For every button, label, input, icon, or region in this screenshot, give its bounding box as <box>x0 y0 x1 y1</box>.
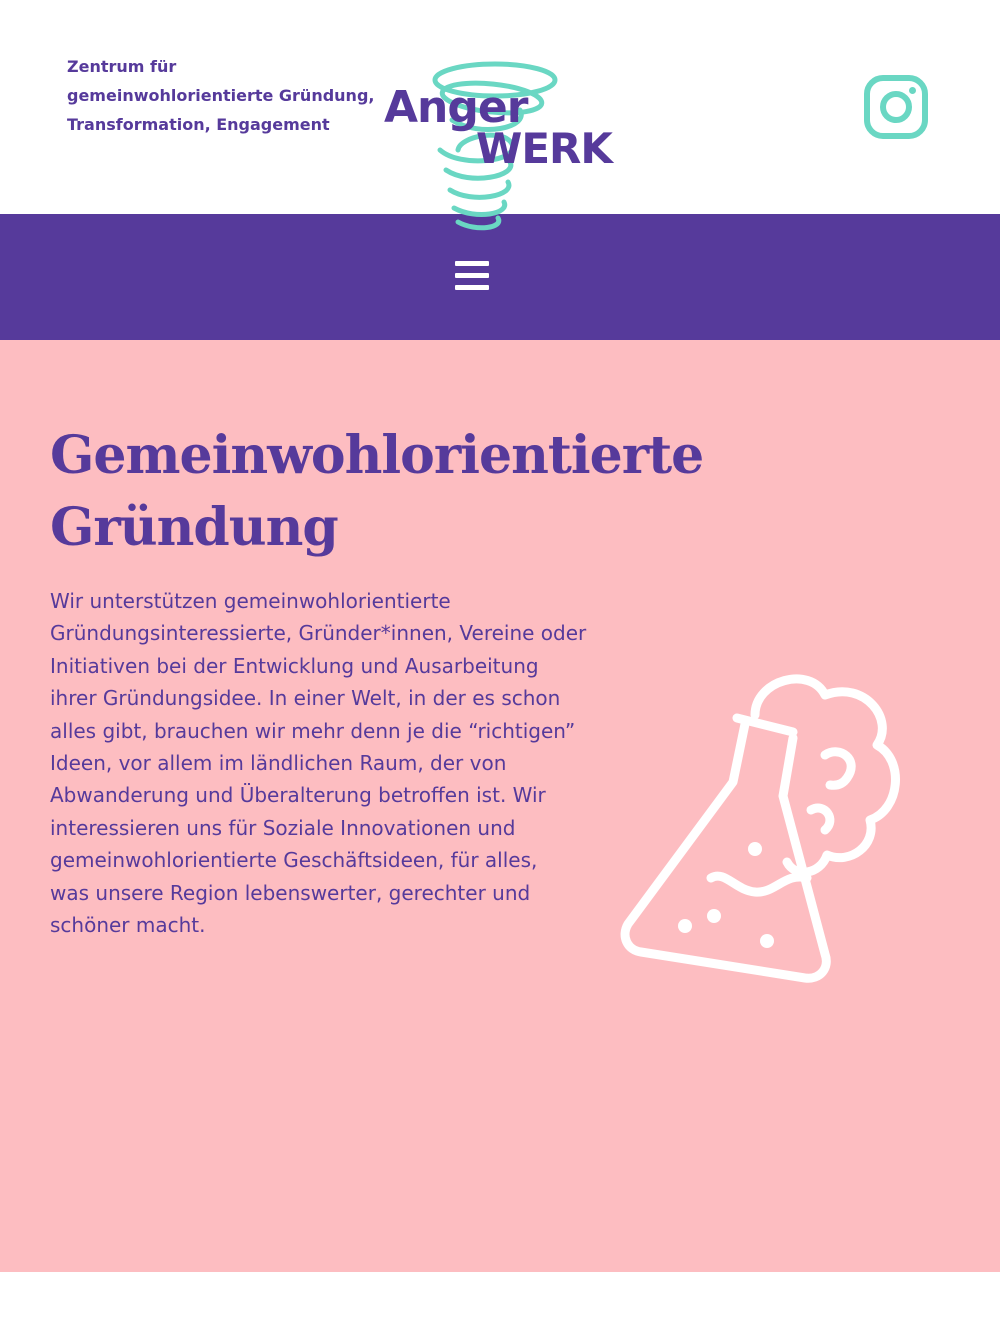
intro-section <box>0 340 1000 1272</box>
footer-strip <box>0 1272 1000 1333</box>
paragraph-line: Abwanderung und Überalterung betroffen ist. Wir <box>50 783 546 808</box>
tagline-line: gemeinwohlorientierte Gründung, <box>67 86 375 105</box>
instagram-icon[interactable] <box>864 75 928 139</box>
paragraph-line: Ideen, vor allem im ländlichen Raum, der von <box>50 751 507 776</box>
anger-werk-logo[interactable] <box>380 58 630 238</box>
page-title-line: Gründung <box>50 497 338 558</box>
logo-word-anger: Anger <box>384 82 528 133</box>
paragraph-line: Wir unterstützen gemeinwohlorientierte <box>50 589 451 613</box>
site-header <box>0 0 1000 214</box>
paragraph-line: gemeinwohlorientierte Geschäftsideen, für alles, <box>50 848 538 873</box>
intro-paragraph <box>50 585 630 941</box>
hamburger-menu-icon[interactable] <box>455 261 489 293</box>
site-tagline <box>67 52 375 139</box>
paragraph-line: schöner macht. <box>50 913 206 938</box>
paragraph-line: was unsere Region lebenswerter, gerechter und <box>50 880 531 905</box>
page-title-line: Gemeinwohlorientierte <box>50 425 704 486</box>
paragraph-line: ihrer Gründungsidee. In einer Welt, in der es schon <box>50 686 561 711</box>
paragraph-line: Initiativen bei der Entwicklung und Ausarbeitung <box>50 653 539 678</box>
tagline-line: Zentrum für <box>67 57 177 76</box>
page-title <box>50 420 710 564</box>
paragraph-line: interessieren uns für Soziale Innovationen und <box>50 815 516 840</box>
paragraph-line: Gründungsinteressierte, Gründer*innen, Vereine oder <box>50 621 587 646</box>
paragraph-line: alles gibt, brauchen wir mehr denn je die “richtigen” <box>50 718 576 743</box>
tagline-line: Transformation, Engagement <box>67 115 330 134</box>
flask-icon <box>615 660 915 1000</box>
logo-word-werk: WERK <box>476 124 612 173</box>
